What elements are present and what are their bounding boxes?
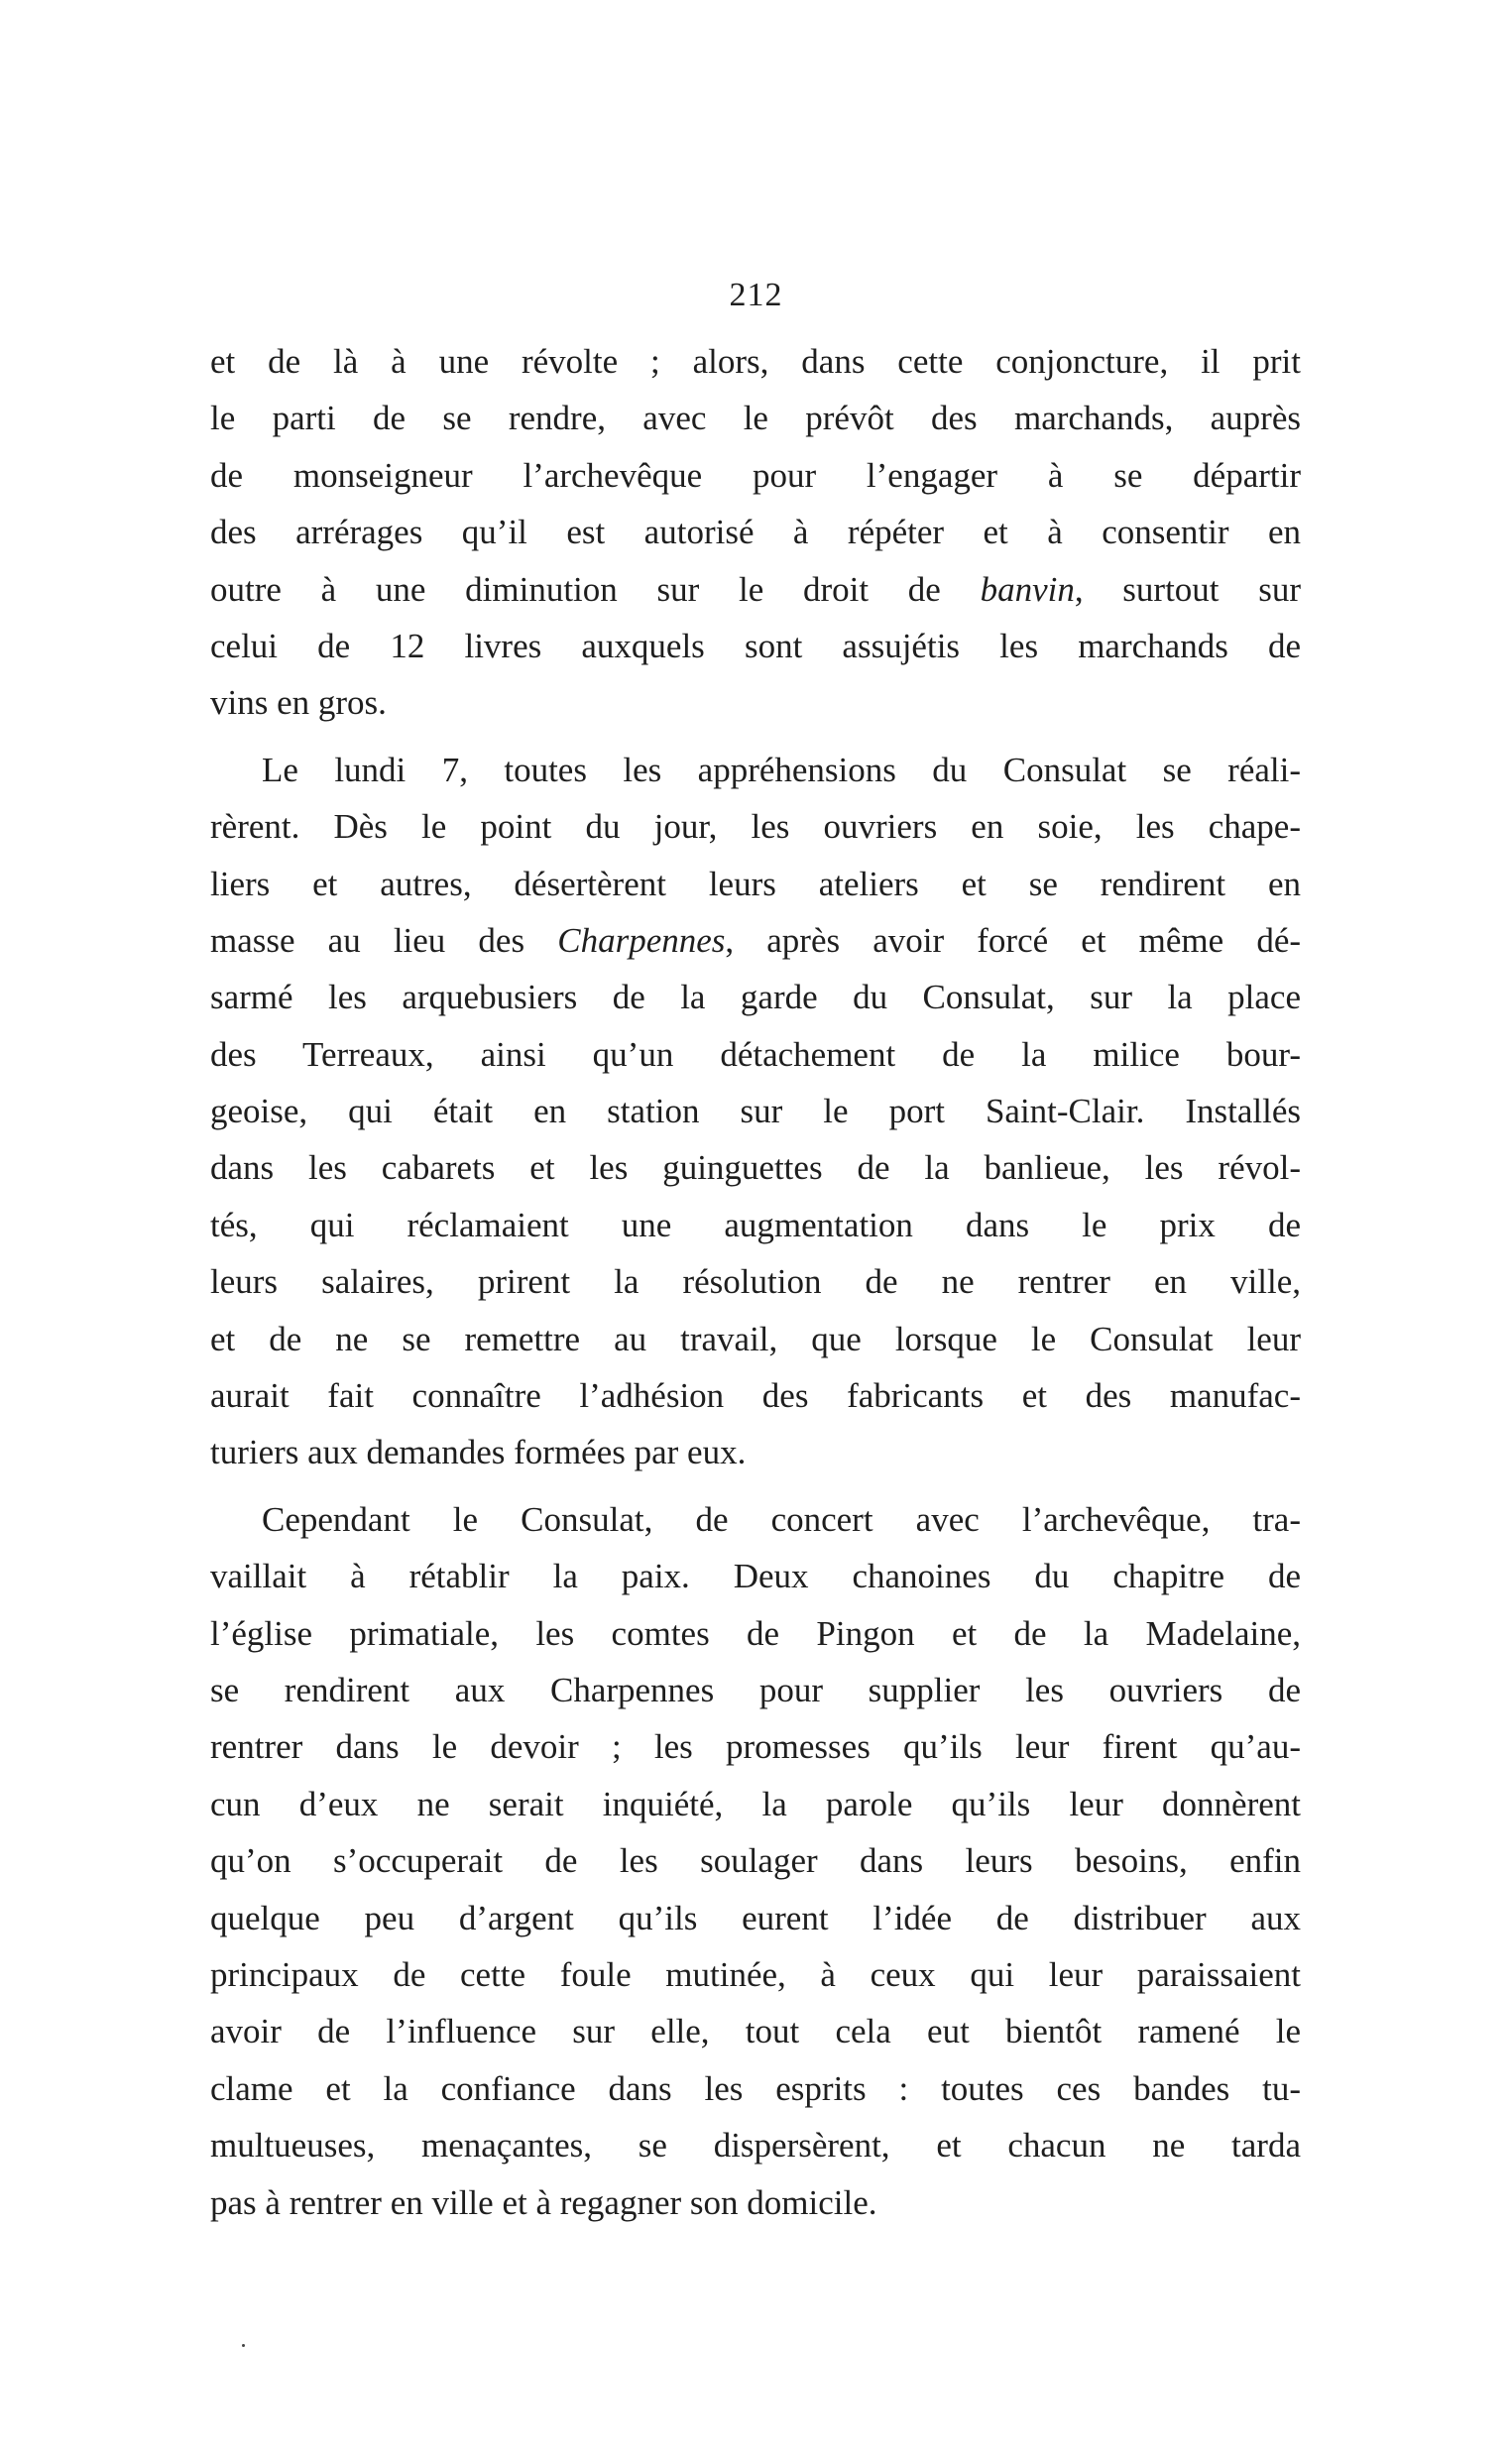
text-line-content: liers et autres, désertèrent leurs ateliers et se rendirent en: [210, 864, 1301, 903]
text-line-content: clame et la confiance dans les esprits : toutes ces bandes tu-: [210, 2068, 1301, 2108]
text-line: [210, 2117, 1301, 2173]
text-line-content: le parti de se rendre, avec le prévôt des marchands, auprès: [210, 399, 1301, 438]
text-line: [210, 912, 1301, 969]
body-text: [210, 333, 1301, 2231]
text-line-content: des arrérages qu’il est autorisé à répéter et à consentir en: [210, 513, 1301, 552]
text-line: [210, 2060, 1301, 2117]
paragraph-gap: [210, 732, 1301, 742]
text-line: [210, 1026, 1301, 1083]
text-line: [210, 561, 1301, 618]
text-line: [210, 856, 1301, 912]
text-line: [210, 1311, 1301, 1367]
text-line-content: qu’on s’occuperait de les soulager dans leurs besoins, enfin: [210, 1841, 1301, 1881]
text-line: [210, 1718, 1301, 1775]
text-line-content: avoir de l’influence sur elle, tout cela eut bientôt ramené le: [210, 2012, 1301, 2051]
text-line: [210, 1083, 1301, 1139]
text-line-content: vins en gros.: [210, 683, 387, 723]
text-line-content: Le lundi 7, toutes les appréhensions du Consulat se réali-: [262, 750, 1301, 789]
text-line: [210, 1367, 1301, 1424]
text-line-continuation: , après avoir forcé et même dé-: [725, 920, 1302, 960]
text-line-content: masse au lieu des: [210, 920, 525, 960]
text-line-content: et de là à une révolte ; alors, dans cette conjoncture, il prit: [210, 342, 1301, 381]
text-line-content: quelque peu d’argent qu’ils eurent l’idée de distribuer aux: [210, 1898, 1301, 1937]
text-line: [210, 1548, 1301, 1604]
text-line: [210, 1776, 1301, 1832]
text-line-continuation: , surtout sur: [1074, 569, 1302, 609]
text-line-content: dans les cabarets et les guinguettes de la banlieue, les révol-: [210, 1148, 1301, 1188]
text-line-content: Cependant le Consulat, de concert avec l’archevêque, tra-: [262, 1499, 1301, 1539]
text-line: [210, 1662, 1301, 1718]
text-line-content: celui de 12 livres auxquels sont assujétis les marchands de: [210, 626, 1301, 665]
text-line: [210, 2003, 1301, 2059]
text-line-content: et de ne se remettre au travail, que lorsque le Consulat leur: [210, 1319, 1301, 1358]
text-line-content: l’église primatiale, les comtes de Pingon et de la Madelaine,: [210, 1613, 1301, 1653]
text-line: [210, 1139, 1301, 1196]
text-line-content: sarmé les arquebusiers de la garde du Consulat, sur la place: [210, 978, 1301, 1017]
paragraph-gap: [210, 1481, 1301, 1491]
text-line: [210, 447, 1301, 504]
text-line: [210, 742, 1301, 798]
text-line-content: leurs salaires, prirent la résolution de ne rentrer en ville,: [210, 1262, 1301, 1302]
text-line: [210, 1491, 1301, 1548]
text-line: [210, 390, 1301, 446]
text-line: [210, 1946, 1301, 2003]
page-number: 212: [729, 277, 783, 313]
text-line-content: outre à une diminution sur le droit de: [210, 569, 941, 609]
text-line: [210, 1890, 1301, 1946]
text-line-content: rèrent. Dès le point du jour, les ouvriers en soie, les chape-: [210, 807, 1301, 847]
text-line-content: aurait fait connaître l’adhésion des fabricants et des manufac-: [210, 1376, 1301, 1416]
italic-term: banvin: [980, 569, 1075, 609]
text-line-content: geoise, qui était en station sur le port Saint-Clair. Installés: [210, 1092, 1301, 1131]
text-line: [210, 333, 1301, 390]
text-line-content: pas à rentrer en ville et à regagner son domicile.: [210, 2182, 877, 2222]
text-line-content: tés, qui réclamaient une augmentation dans le prix de: [210, 1205, 1301, 1244]
italic-term: Charpennes: [557, 920, 726, 960]
text-line-content: se rendirent aux Charpennes pour supplier les ouvriers de: [210, 1670, 1301, 1709]
text-line: [210, 1605, 1301, 1662]
text-line-content: rentrer dans le devoir ; les promesses qu’ils leur firent qu’au-: [210, 1727, 1301, 1767]
text-line: [210, 1197, 1301, 1253]
text-line: [210, 674, 1301, 731]
text-line-content: principaux de cette foule mutinée, à ceux qui leur paraissaient: [210, 1954, 1301, 1994]
text-line: [210, 798, 1301, 855]
text-line-content: de monseigneur l’archevêque pour l’engager à se départir: [210, 455, 1301, 495]
text-line-content: cun d’eux ne serait inquiété, la parole qu’ils leur donnèrent: [210, 1784, 1301, 1823]
text-line: [210, 969, 1301, 1025]
text-line-content: vaillait à rétablir la paix. Deux chanoines du chapitre de: [210, 1557, 1301, 1596]
text-line: [210, 1253, 1301, 1310]
text-line-content: turiers aux demandes formées par eux.: [210, 1433, 747, 1472]
text-line: [210, 504, 1301, 560]
text-line: [210, 2174, 1301, 2231]
text-line: [210, 1424, 1301, 1480]
text-line-content: des Terreaux, ainsi qu’un détachement de la milice bour-: [210, 1034, 1301, 1074]
text-line: [210, 1832, 1301, 1889]
text-line: [210, 618, 1301, 674]
text-line-content: multueuses, menaçantes, se dispersèrent, et chacun ne tarda: [210, 2126, 1301, 2166]
paper-speck: [242, 2344, 245, 2347]
